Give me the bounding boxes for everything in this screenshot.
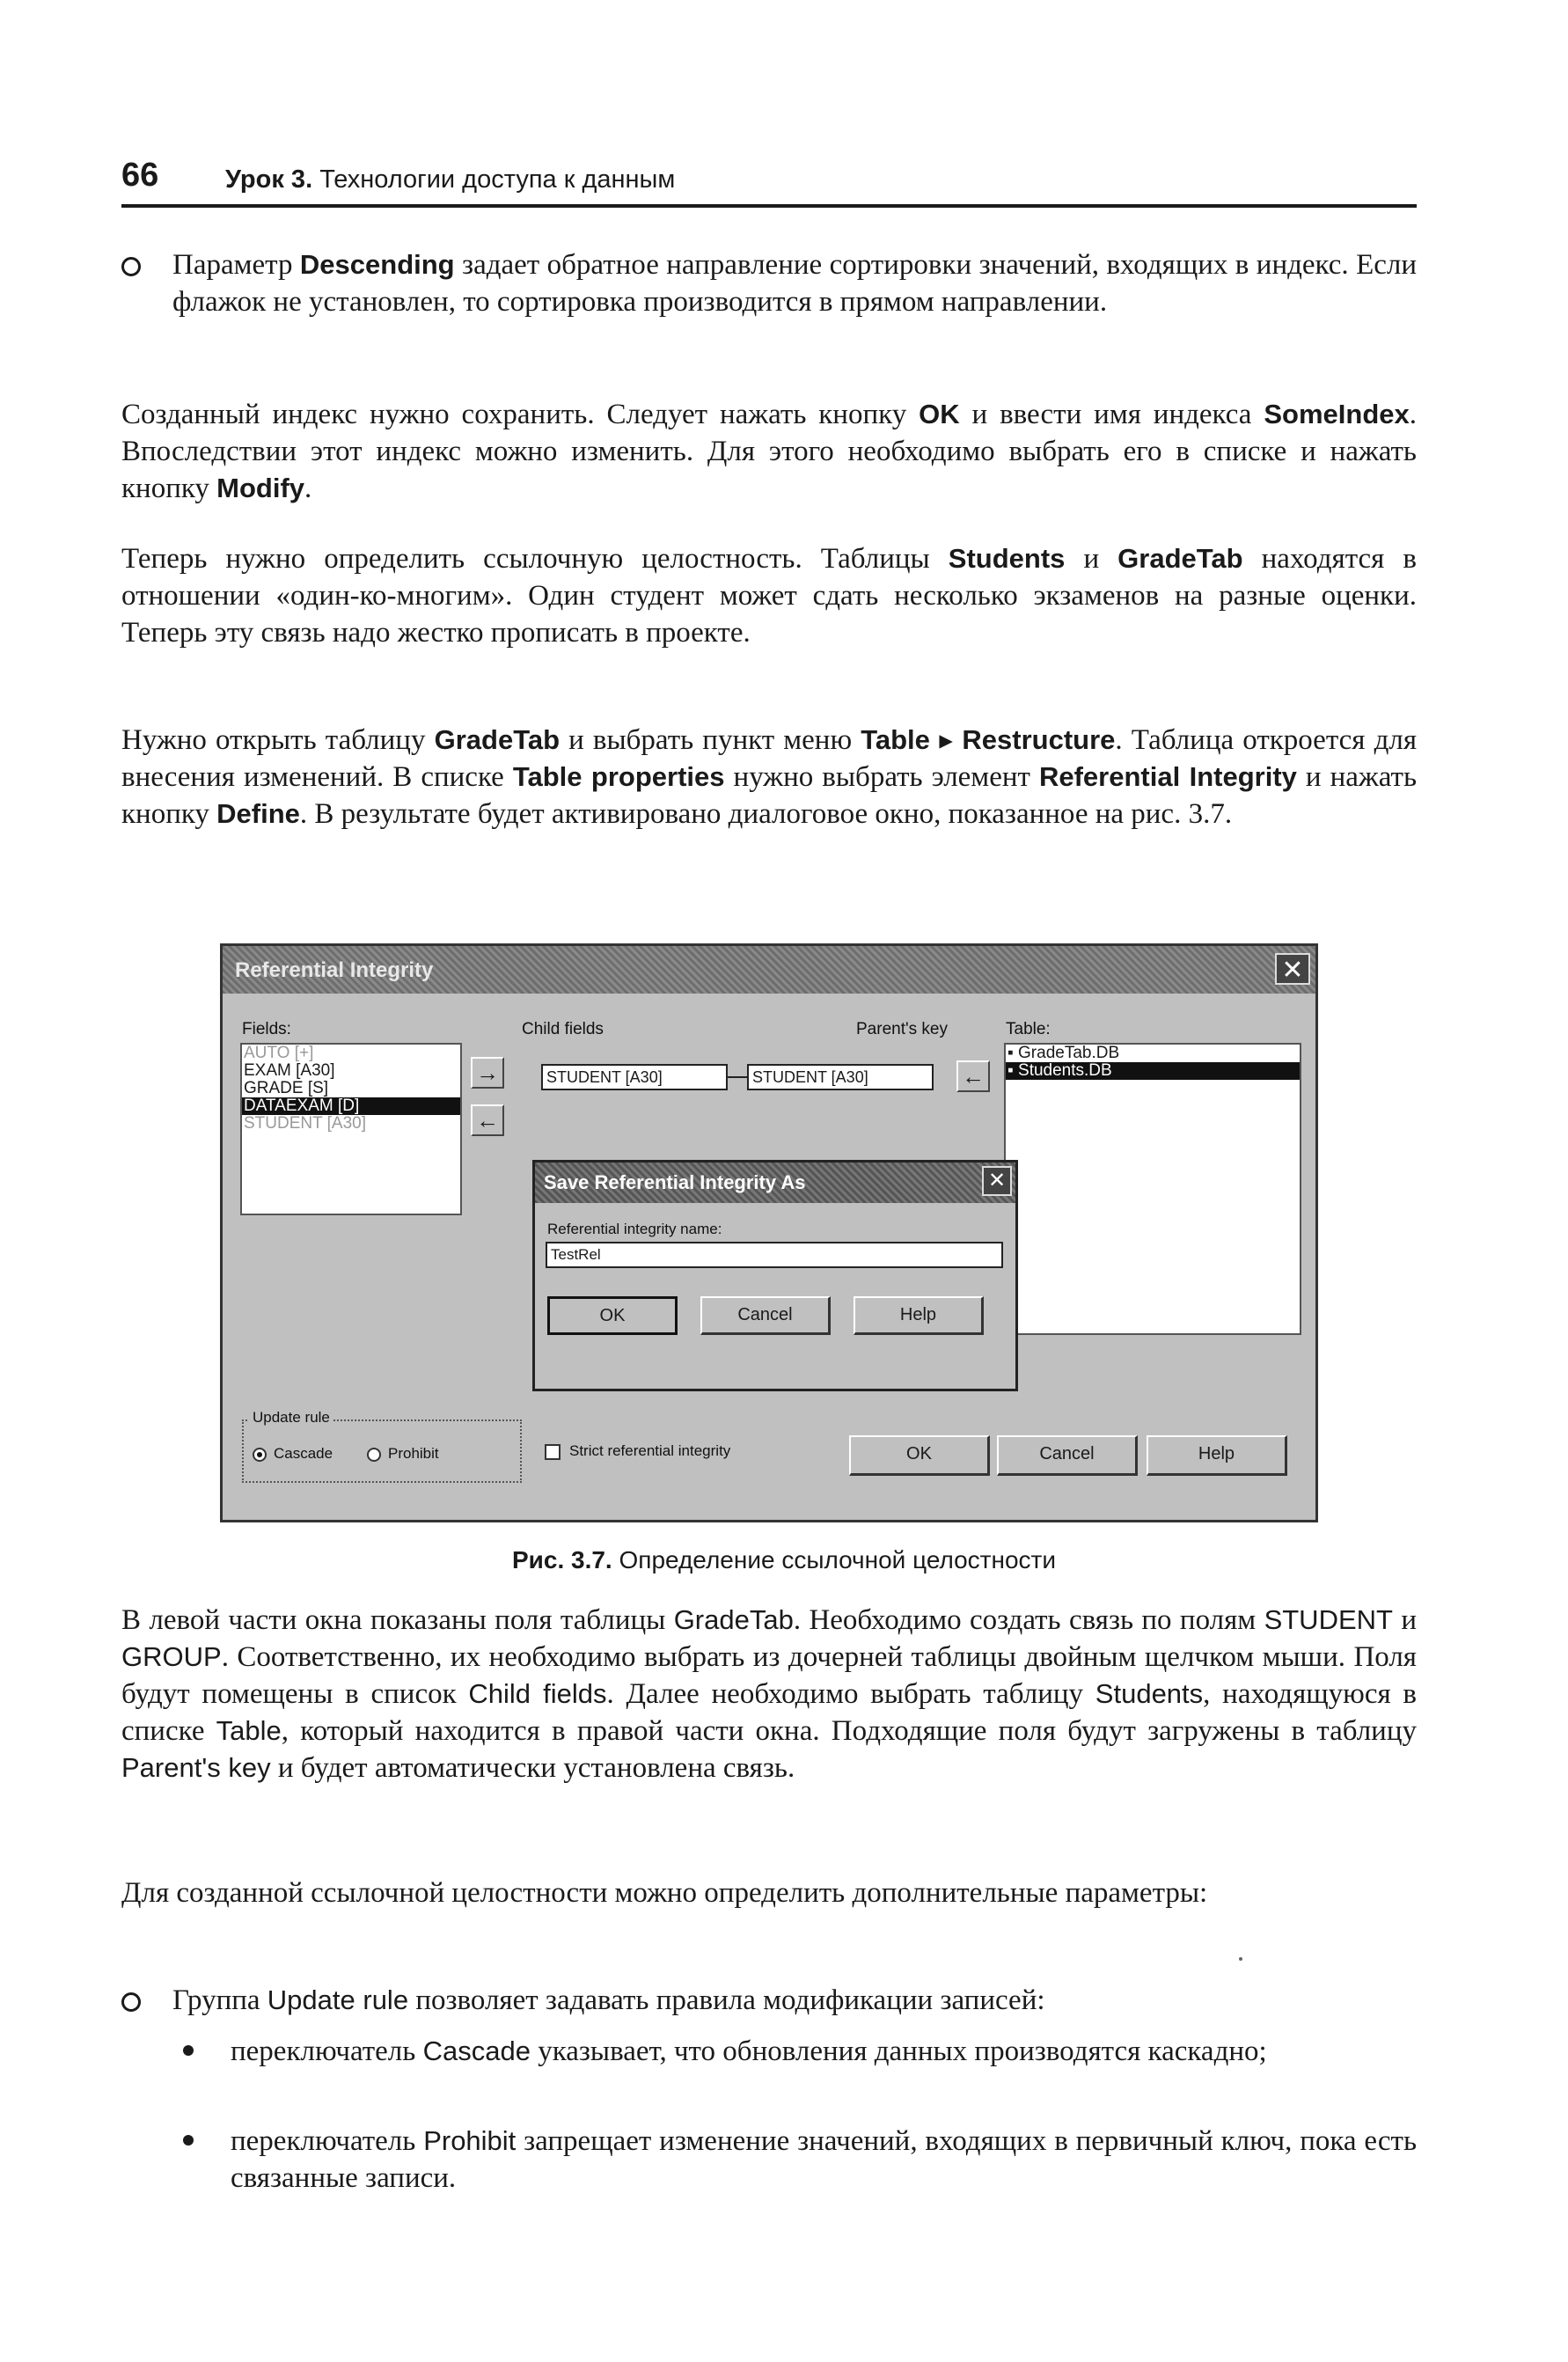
keyword: Descending bbox=[299, 249, 455, 280]
cascade-radio[interactable] bbox=[253, 1448, 267, 1462]
text: Группа bbox=[172, 1984, 267, 2016]
text: позволяет задавать правила модификации записей: bbox=[408, 1984, 1045, 2016]
keyword: Cascade bbox=[422, 2036, 531, 2066]
keyword: Referential Integrity bbox=[1038, 761, 1297, 792]
text: переключатель bbox=[231, 2036, 423, 2067]
help-button[interactable]: Help bbox=[1147, 1435, 1287, 1476]
name-input[interactable]: TestRel bbox=[546, 1242, 1003, 1268]
running-title bbox=[225, 165, 675, 194]
page-number: 66 bbox=[121, 157, 159, 194]
keyword: Parent's key bbox=[121, 1752, 271, 1783]
strict-label: Strict referential integrity bbox=[569, 1442, 731, 1459]
list-item[interactable]: DATAEXAM [D] bbox=[242, 1097, 460, 1115]
text: нужно выбрать элемент bbox=[724, 761, 1039, 793]
text: указывает, что обновления данных производятся каскадно; bbox=[530, 2036, 1267, 2067]
bullet-prohibit bbox=[176, 2123, 1417, 2197]
speck bbox=[1239, 1957, 1242, 1961]
keyword: GradeTab bbox=[1117, 543, 1243, 574]
keyword: Prohibit bbox=[423, 2125, 517, 2156]
window-titlebar bbox=[223, 946, 1315, 994]
dialog-titlebar bbox=[535, 1163, 1015, 1203]
text: . Необходимо создать связь по полям bbox=[793, 1604, 1264, 1636]
table-name: Students.DB bbox=[1018, 1061, 1112, 1080]
text: Созданный индекс нужно сохранить. Следует нажать кнопку bbox=[121, 399, 920, 430]
keyword: GradeTab bbox=[673, 1604, 794, 1635]
text: . bbox=[304, 473, 312, 504]
bullet-update-rule bbox=[121, 1982, 1417, 2019]
update-rule-group bbox=[242, 1409, 522, 1483]
bullet-descending bbox=[121, 246, 1417, 320]
fields-label: Fields: bbox=[242, 1020, 291, 1038]
lesson-label: Урок 3. bbox=[225, 165, 313, 194]
lesson-title: Технологии доступа к данным bbox=[319, 165, 676, 194]
save-referential-integrity-dialog bbox=[532, 1160, 1018, 1391]
link-connector bbox=[728, 1076, 747, 1078]
close-icon[interactable]: ✕ bbox=[1275, 953, 1310, 985]
text: и bbox=[1065, 543, 1118, 575]
paragraph-save-index bbox=[121, 396, 1417, 507]
paragraph-fields bbox=[121, 1602, 1417, 1786]
text: и будет автоматически установлена связь. bbox=[270, 1752, 795, 1784]
keyword: SomeIndex bbox=[1264, 399, 1410, 429]
keyword: Students bbox=[1095, 1678, 1204, 1709]
select-table-button[interactable]: ← bbox=[956, 1060, 990, 1092]
text: . В результате будет активировано диалоговое окно, показанное на рис. 3.7. bbox=[299, 798, 1233, 830]
filled-bullet-icon bbox=[183, 2135, 194, 2146]
cascade-label: Cascade bbox=[274, 1445, 333, 1462]
update-rule-label: Update rule bbox=[249, 1409, 333, 1427]
dialog-help-button[interactable]: Help bbox=[854, 1296, 984, 1335]
text: и ввести имя индекса bbox=[959, 399, 1264, 430]
text: , находящуюся в списке bbox=[121, 1678, 1417, 1747]
keyword: Table ▸ Restructure bbox=[861, 724, 1116, 755]
paragraph-params: Для созданной ссылочной целостности можно определить дополнительные параметры: bbox=[121, 1877, 1208, 1909]
child-fields-label: Child fields bbox=[522, 1020, 604, 1038]
text: Нужно открыть таблицу bbox=[121, 724, 435, 756]
text: Теперь нужно определить ссылочную целостность. Таблицы bbox=[121, 543, 949, 575]
list-item[interactable]: ▪ GradeTab.DB bbox=[1007, 1044, 1120, 1062]
keyword: Modify bbox=[216, 473, 305, 503]
fields-list[interactable] bbox=[240, 1043, 462, 1215]
hollow-bullet-icon bbox=[121, 1992, 141, 2012]
figure-caption bbox=[0, 1546, 1568, 1574]
list-item[interactable]: STUDENT [A30] bbox=[244, 1114, 367, 1133]
list-item[interactable]: EXAM [A30] bbox=[244, 1061, 335, 1080]
filled-bullet-icon bbox=[183, 2045, 194, 2056]
text: . Соответственно, их необходимо выбрать из дочерней таблицы двойным щелчком мыши. Поля будут помещены в список bbox=[121, 1641, 1417, 1710]
list-item[interactable]: AUTO [+] bbox=[244, 1044, 314, 1062]
keyword: Update rule bbox=[267, 1984, 409, 2015]
prohibit-label: Prohibit bbox=[388, 1445, 439, 1462]
prohibit-radio[interactable] bbox=[367, 1448, 381, 1462]
list-item[interactable]: GRADE [S] bbox=[244, 1079, 329, 1097]
paragraph-referential bbox=[121, 540, 1417, 651]
dialog-close-icon[interactable]: ✕ bbox=[982, 1166, 1012, 1196]
keyword: GROUP bbox=[121, 1641, 222, 1672]
remove-field-button[interactable]: ← bbox=[471, 1104, 504, 1136]
page-header bbox=[121, 157, 1417, 208]
text: и выбрать пункт меню bbox=[560, 724, 861, 756]
dialog-ok-button[interactable]: OK bbox=[547, 1296, 678, 1335]
paragraph-restructure bbox=[121, 722, 1417, 833]
parent-key-box[interactable]: STUDENT [A30] bbox=[747, 1064, 934, 1090]
window-title: Referential Integrity bbox=[235, 958, 434, 982]
text: В левой части окна показаны поля таблицы bbox=[121, 1604, 674, 1636]
text: задает обратное направление сортировки значений, входящих в индекс. Если флажок не установлен, то сортировка производится в прямом направлении. bbox=[172, 249, 1418, 318]
keyword: Table properties bbox=[512, 761, 725, 792]
parents-key-label: Parent's key bbox=[856, 1020, 948, 1038]
name-label: Referential integrity name: bbox=[547, 1221, 722, 1237]
keyword: Define bbox=[216, 798, 300, 829]
bullet-cascade bbox=[176, 2033, 1417, 2070]
referential-integrity-window bbox=[220, 943, 1318, 1522]
text: , который находится в правой части окна. Подходящие поля будут загружены в таблицу bbox=[281, 1715, 1417, 1747]
table-name: GradeTab.DB bbox=[1018, 1044, 1120, 1062]
child-field-box[interactable]: STUDENT [A30] bbox=[541, 1064, 728, 1090]
hollow-bullet-icon bbox=[121, 257, 141, 276]
list-item[interactable]: ▪ Students.DB bbox=[1006, 1062, 1300, 1080]
keyword: Child fields bbox=[468, 1678, 607, 1709]
caption-text: Определение ссылочной целостности bbox=[619, 1546, 1057, 1573]
text: . Таблица откроется для внесения изменений. В списке bbox=[121, 724, 1418, 793]
strict-checkbox[interactable] bbox=[545, 1444, 561, 1460]
table-label: Table: bbox=[1006, 1020, 1051, 1038]
keyword: Table bbox=[216, 1715, 282, 1746]
caption-label: Рис. 3.7. bbox=[511, 1546, 612, 1573]
dialog-title: Save Referential Integrity As bbox=[544, 1171, 806, 1193]
text: и нажать кнопку bbox=[121, 761, 1418, 830]
add-field-button[interactable]: → bbox=[471, 1057, 504, 1089]
text: находятся в отношении «один-ко-многим». Один студент может сдать несколько экзаменов на разные оценки. Теперь эту связь надо жестко прописать в проекте. bbox=[121, 543, 1417, 649]
keyword: STUDENT bbox=[1264, 1604, 1393, 1635]
cancel-button[interactable]: Cancel bbox=[997, 1435, 1138, 1476]
text: переключатель bbox=[231, 2125, 424, 2157]
keyword: OK bbox=[919, 399, 960, 429]
keyword: GradeTab bbox=[434, 724, 560, 755]
text: запрещает изменение значений, входящих в первичный ключ, пока есть связанные записи. bbox=[231, 2125, 1418, 2194]
text: . Далее необходимо выбрать таблицу bbox=[606, 1678, 1095, 1710]
tables-list[interactable] bbox=[1004, 1043, 1301, 1335]
text: Параметр bbox=[172, 249, 300, 281]
dialog-cancel-button[interactable]: Cancel bbox=[700, 1296, 831, 1335]
ok-button[interactable]: OK bbox=[849, 1435, 990, 1476]
text: . Впоследствии этот индекс можно изменить. Для этого необходимо выбрать его в списке и нажать кнопку bbox=[121, 399, 1417, 504]
text: и bbox=[1392, 1604, 1417, 1636]
keyword: Students bbox=[948, 543, 1066, 574]
